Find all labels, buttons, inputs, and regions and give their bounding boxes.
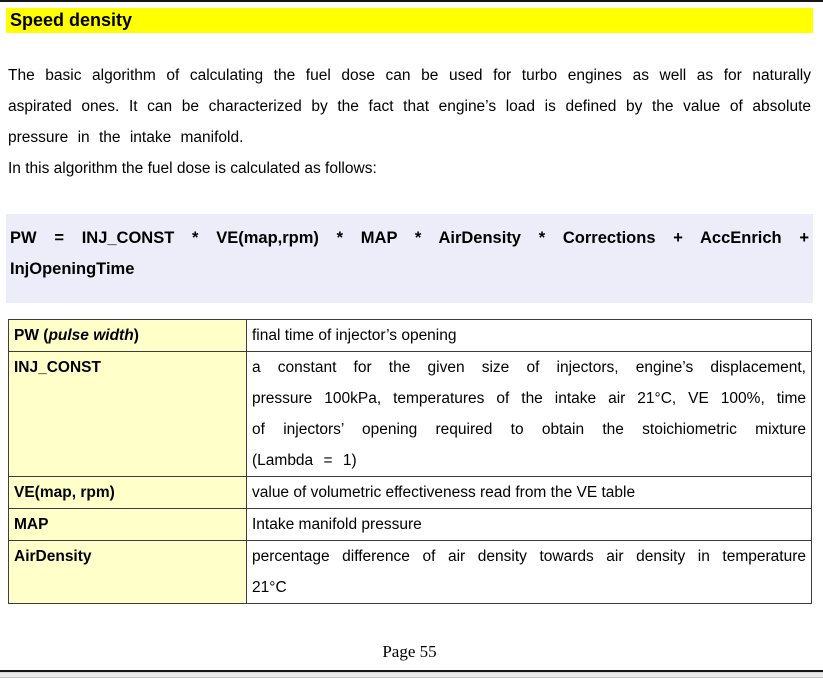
section-heading-highlight bbox=[6, 8, 813, 33]
window-bottom-edge bbox=[0, 670, 823, 678]
intro-paragraph: The basic algorithm of calculating the fuel dose can be used for turbo engines as well as for naturally aspirated ones. It can be characterized by the fact that engine’s load is defined by the value of absolute pressure in the intake manifold. bbox=[8, 67, 811, 146]
table-row bbox=[9, 509, 812, 541]
formula-line-1: PW = INJ_CONST * VE(map,rpm) * MAP * AirDensity * Corrections + AccEnrich + bbox=[10, 229, 809, 247]
term-cell-inj-const: INJ_CONST bbox=[9, 352, 247, 477]
fuel-dose-formula bbox=[6, 214, 813, 303]
definitions-table bbox=[8, 319, 812, 604]
intro-lead-in: In this algorithm the fuel dose is calculated as follows: bbox=[8, 160, 377, 177]
section-heading: Speed density bbox=[10, 10, 133, 30]
term-cell-airdensity: AirDensity bbox=[9, 541, 247, 604]
definition-cell-ve: value of volumetric effectiveness read from the VE table bbox=[247, 477, 812, 509]
definition-cell-map: Intake manifold pressure bbox=[247, 509, 812, 541]
table-row bbox=[9, 320, 812, 352]
table-row bbox=[9, 352, 812, 477]
table-row bbox=[9, 477, 812, 509]
term-cell-pw bbox=[9, 320, 247, 352]
term-cell-ve: VE(map, rpm) bbox=[9, 477, 247, 509]
definition-cell-airdensity: percentage difference of air density towards air density in temperature 21°C bbox=[247, 541, 812, 604]
window-bottom-strip bbox=[0, 672, 823, 678]
formula-line-2: InjOpeningTime bbox=[10, 260, 135, 278]
page-number: Page 55 bbox=[382, 642, 437, 661]
table-row bbox=[9, 541, 812, 604]
term-pw-prefix: PW ( bbox=[14, 327, 49, 344]
definition-cell-inj-const: a constant for the given size of injectors, engine’s displacement, pressure 100kPa, temperatures of the intake air 21°C, VE 100%, time of injectors’ opening required to obtain the stoichiometric mixture (Lambda = 1) bbox=[247, 352, 812, 477]
term-pw-suffix: ) bbox=[133, 327, 139, 344]
term-cell-map: MAP bbox=[9, 509, 247, 541]
definition-cell-pw: final time of injector’s opening bbox=[247, 320, 812, 352]
term-pw-italic: pulse width bbox=[48, 327, 134, 344]
window-top-edge bbox=[0, 0, 823, 2]
